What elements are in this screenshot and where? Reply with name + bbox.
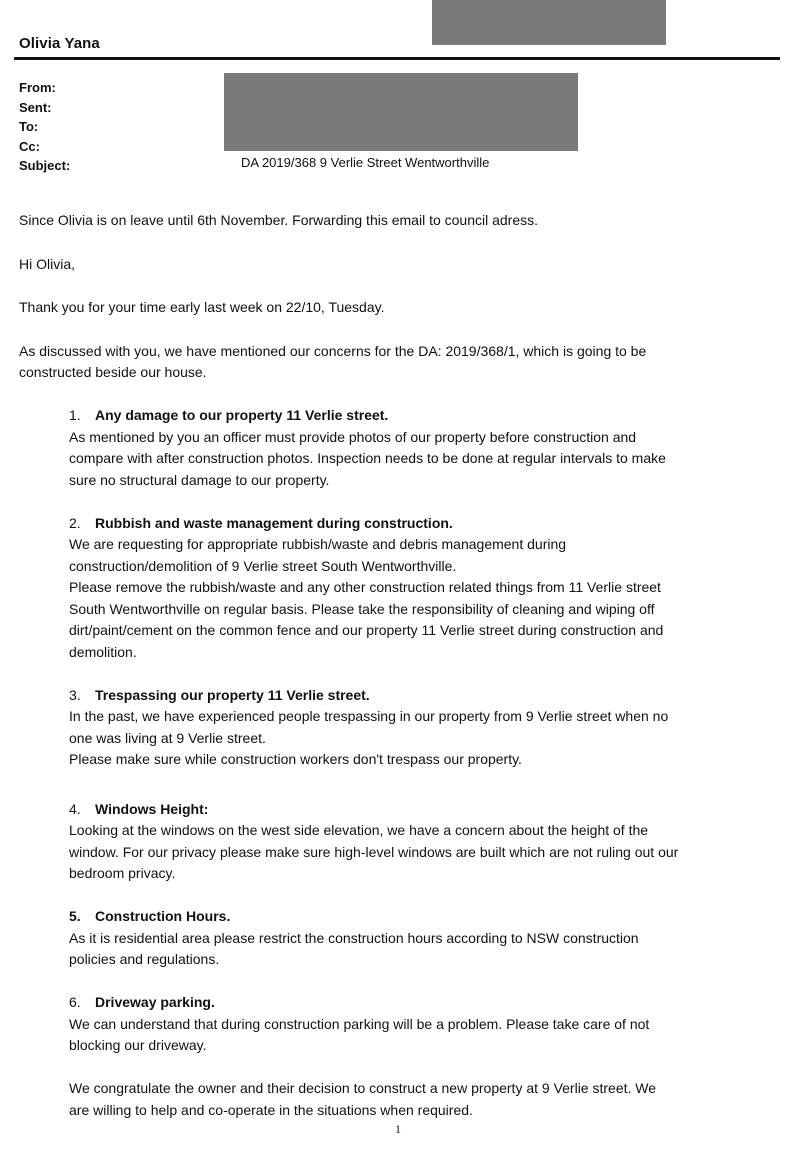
item-number: 1. xyxy=(69,407,81,423)
concern-heading xyxy=(69,992,784,1014)
item-line: policies and regulations. xyxy=(69,951,220,967)
item-title: Windows Height: xyxy=(95,800,209,817)
discussed-line-2: constructed beside our house. xyxy=(19,364,207,380)
subject-value: DA 2019/368 9 Verlie Street Wentworthville xyxy=(241,155,490,170)
page-number: 1 xyxy=(395,1122,401,1136)
subject-label: Subject: xyxy=(19,158,71,173)
discussed-line-1: As discussed with you, we have mentioned our concerns for the DA: 2019/368/1, which is going to be xyxy=(19,342,647,359)
item-title: Any damage to our property 11 Verlie street. xyxy=(95,407,389,423)
concern-heading xyxy=(69,405,784,427)
concern-heading xyxy=(69,513,784,535)
concern-heading xyxy=(69,906,784,928)
concern-item-1 xyxy=(69,405,784,491)
item-number: 2. xyxy=(69,514,81,531)
closing-line-1: We congratulate the owner and their decision to construct a new property at 9 Verlie street. We xyxy=(69,1080,657,1096)
thanks-line: Thank you for your time early last week on 22/10, Tuesday. xyxy=(19,299,385,315)
concern-heading xyxy=(69,685,784,707)
redaction-block-header xyxy=(224,73,578,151)
item-title: Trespassing our property 11 Verlie street. xyxy=(95,686,370,703)
item-line: Looking at the windows on the west side elevation, we have a concern about the height of the xyxy=(69,822,649,838)
concern-item-2 xyxy=(69,513,784,664)
item-line: Please remove the rubbish/waste and any other construction related things from 11 Verlie street xyxy=(69,579,661,595)
item-line: Please make sure while construction workers don't trespass our property. xyxy=(69,751,522,767)
item-line: demolition. xyxy=(69,643,137,660)
item-line: sure no structural damage to our property. xyxy=(69,471,330,488)
item-line: compare with after construction photos. Inspection needs to be done at regular intervals to make xyxy=(69,450,666,466)
item-title: Driveway parking. xyxy=(95,994,215,1010)
item-number: 6. xyxy=(69,994,81,1010)
item-line: We can understand that during construction parking will be a problem. Please take care of not xyxy=(69,1015,650,1032)
item-line: blocking our driveway. xyxy=(69,1037,207,1053)
item-title: Rubbish and waste management during construction. xyxy=(95,514,453,531)
item-line: dirt/paint/cement on the common fence and our property 11 Verlie street during construction and xyxy=(69,622,664,638)
item-line: window. For our privacy please make sure high-level windows are built which are not ruling out our xyxy=(69,843,679,860)
item-line: As it is residential area please restrict the construction hours according to NSW construction xyxy=(69,929,639,946)
item-line: We are requesting for appropriate rubbish/waste and debris management during xyxy=(69,536,567,552)
discussed-paragraph xyxy=(19,341,784,384)
redaction-block-top xyxy=(432,0,666,45)
item-line: construction/demolition of 9 Verlie street South Wentworthville. xyxy=(69,557,457,574)
closing-line-2: are willing to help and co-operate in the situations when required. xyxy=(69,1101,473,1118)
to-label: To: xyxy=(19,119,39,134)
cc-label: Cc: xyxy=(19,138,40,154)
from-label: From: xyxy=(19,80,56,95)
item-line: In the past, we have experienced people trespassing in our property from 9 Verlie street when no xyxy=(69,708,669,724)
concern-item-5 xyxy=(69,906,784,971)
header-divider xyxy=(14,57,780,60)
concern-heading xyxy=(69,799,784,821)
item-number: 3. xyxy=(69,686,81,703)
concern-item-6 xyxy=(69,992,784,1057)
greeting: Hi Olivia, xyxy=(19,255,76,272)
item-line: As mentioned by you an officer must provide photos of our property before construction and xyxy=(69,428,637,445)
item-number: 5. xyxy=(69,908,81,924)
email-body xyxy=(19,210,784,1121)
sent-label: Sent: xyxy=(19,99,52,115)
item-line: bedroom privacy. xyxy=(69,865,176,881)
item-line: one was living at 9 Verlie street. xyxy=(69,729,266,746)
item-title: Construction Hours. xyxy=(95,908,231,924)
email-header-labels xyxy=(19,78,70,176)
intro-line: Since Olivia is on leave until 6th November. Forwarding this email to council adress. xyxy=(19,212,539,228)
item-line: South Wentworthville on regular basis. Please take the responsibility of cleaning and wiping off xyxy=(69,600,655,617)
concern-item-4 xyxy=(69,799,784,885)
concern-item-3 xyxy=(69,685,784,771)
item-number: 4. xyxy=(69,800,81,817)
closing-paragraph xyxy=(69,1078,784,1121)
sender-name: Olivia Yana xyxy=(19,35,100,52)
